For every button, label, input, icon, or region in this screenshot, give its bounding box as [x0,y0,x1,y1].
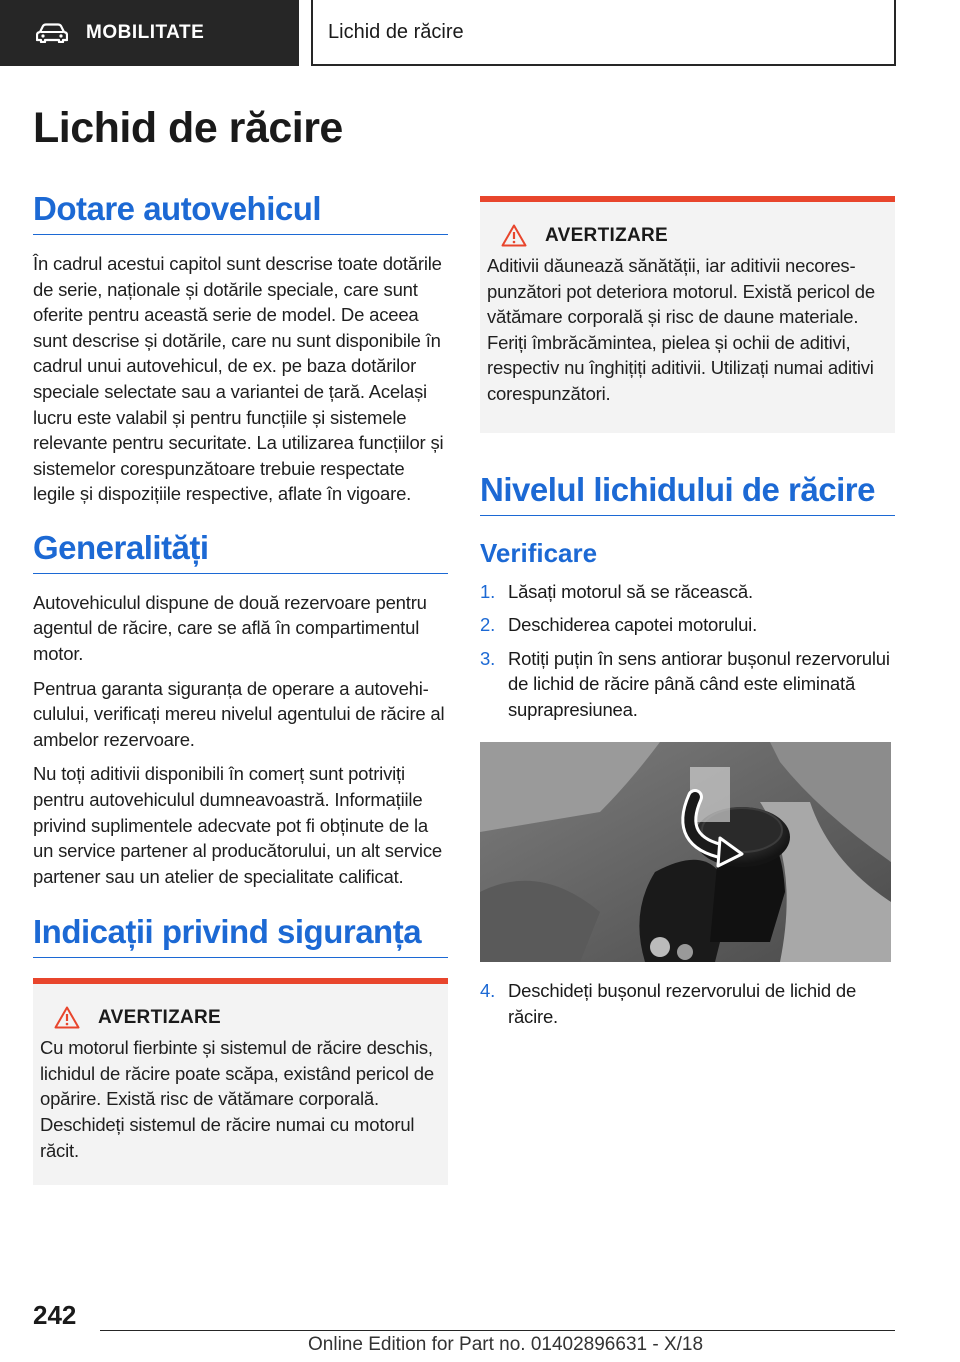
steps-list-continued [480,978,895,1029]
equipment-heading: Dotare autovehicul [33,190,448,235]
section-label: MOBILITATE [86,22,205,43]
equipment-text: În cadrul acestui capitol sunt descrise toate dotările de serie, naționale și dotările speciale, care sunt oferite pentru această serie de model. De aceea sunt descrise și dotările, care nu sunt disponibile în cadrul unui autovehicul, de ex. pe baza dotărilor speciale selectate sau a variantei de țară. Același lucru este valabil și pentru funcțiile și sistemele relevante pentru securitate. La utilizarea funcțiilor și sistemelor corespunzătoare trebuie respectate legile și dispozițiile respective, aflate în vigoare. [33,252,444,505]
left-column [33,190,448,1185]
step-item: 3. Rotiți puțin în sens antiorar bușonul rezervorului de lichid de răcire până când este eliminată suprapresiunea. [480,647,890,720]
warning-label: AVERTIZARE [545,224,668,246]
warning-text: Cu motorul fierbinte și sistemul de răcire deschis, lichidul de răcire poate scăpa, existând pericol de opărire. Există risc de vătămare corporală. Deschideți sistemul de răcire numai cu motorul răcit. [40,1037,434,1161]
footer-divider [100,1330,895,1331]
section-tab[interactable] [0,0,299,66]
right-column [480,192,895,1038]
page-footer [0,1300,960,1362]
page-number: 242 [33,1300,77,1330]
general-heading: Generalități [33,529,448,574]
warning-text: Aditivii dăunează sănătății, iar aditivii necorespunzători pot deteriora motorul. Există pericol de vătămare corporală și risc de daune materiale. Feriți îmbrăcămintea, pielea și ochii de aditivi, respectiv nu înghițiți aditivii. Utilizați numai aditivi corespunzători. [487,255,875,404]
safety-warning-box [33,978,448,1185]
warning-triangle-icon [54,1006,80,1029]
step-item: 4. Deschideți bușonul rezervorului de lichid de răcire. [480,980,857,1028]
coolant-level-heading: Nivelul lichidului de răcire [480,471,895,516]
general-paragraph-3: Nu toți aditivii disponibili în comerț sunt potriviți pentru autovehiculul dumneavoastră. Informațiile privind suplimentele adecvate pot fi obținute de la un service partener al producătorului, un alt service partener sau un atelier de specialitate calificat. [33,763,442,887]
additives-warning-box [480,196,895,433]
warning-triangle-icon [501,224,527,247]
safety-heading: Indicații privind siguranța [33,913,448,958]
edition-text: Online Edition for Part no. 01402896631 - X/18 [308,1334,704,1355]
general-paragraph-2: Pentrua garanta siguranța de operare a autovehiculului, verificați mereu nivelul agentului de răcire al ambelor rezervoare. [33,677,445,750]
car-icon [36,23,68,43]
check-subheading: Verificare [480,537,598,568]
page-header [0,0,960,66]
warning-label: AVERTIZARE [98,1006,221,1028]
chapter-label: Lichid de răcire [328,20,464,43]
page-title: Lichid de răcire [33,104,343,152]
coolant-reservoir-photo [480,742,891,962]
step-item: 1. Lăsați motorul să se răcească. [480,580,753,602]
chapter-tab[interactable] [311,0,896,66]
steps-list [480,579,895,723]
general-paragraph-1: Autovehiculul dispune de două rezervoare pentru agentul de răcire, care se află în compartimentul motor. [33,591,427,664]
step-item: 2. Deschiderea capotei motorului. [480,614,758,636]
